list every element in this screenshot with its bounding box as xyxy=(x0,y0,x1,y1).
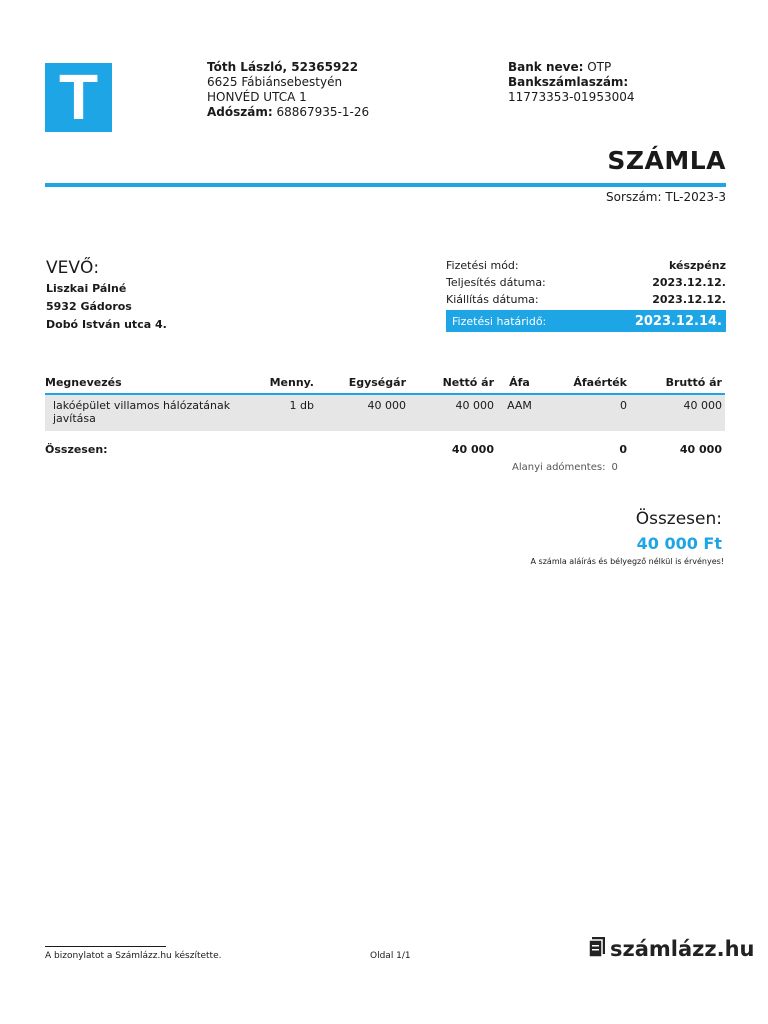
seller-name: Tóth László, 52365922 xyxy=(207,60,359,74)
document-title: SZÁMLA xyxy=(607,146,726,175)
title-divider xyxy=(45,183,726,187)
footer-divider xyxy=(45,946,166,947)
item-net: 40 000 xyxy=(409,394,497,431)
validity-note: A számla aláírás és bélyegző nélkül is érvényes! xyxy=(530,557,724,566)
header-gross: Bruttó ár xyxy=(630,375,725,394)
bank-name xyxy=(508,60,635,75)
bank-account-label: Bankszámlaszám: xyxy=(508,75,629,89)
bank-block xyxy=(508,60,635,105)
sum-label: Összesen: xyxy=(45,431,250,461)
sum-row xyxy=(45,431,725,461)
bank-account-value: 11773353-01953004 xyxy=(508,90,635,104)
buyer-name: Liszkai Pálné xyxy=(46,282,127,295)
footer-brand-name: számlázz.hu xyxy=(610,937,755,961)
item-gross: 40 000 xyxy=(630,394,725,431)
footer-brand xyxy=(588,936,754,962)
seller-block xyxy=(207,60,369,120)
header-vat: Áfa xyxy=(497,375,545,394)
document-stack-icon xyxy=(588,936,606,962)
issue-date-label: Kiállítás dátuma: xyxy=(446,293,539,306)
footer-made-by: A bizonylatot a Számlázz.hu készítette. xyxy=(45,951,222,961)
due-date-value: 2023.12.14. xyxy=(634,313,722,329)
sum-empty-qty xyxy=(250,431,317,461)
buyer-heading: VEVŐ: xyxy=(46,258,100,278)
fulfilment-date-value: 2023.12.12. xyxy=(652,276,726,289)
fulfilment-date-row xyxy=(446,274,726,291)
item-description: lakóépület villamos hálózatának javítása xyxy=(45,394,250,431)
table-row xyxy=(45,394,725,431)
items-table xyxy=(45,375,725,461)
sum-vat-value: 0 xyxy=(545,431,630,461)
seller-tax-label: Adószám: xyxy=(207,105,273,119)
sum-empty-unit xyxy=(317,431,409,461)
due-date-label: Fizetési határidő: xyxy=(452,314,547,328)
vat-exempt-note xyxy=(512,462,618,473)
serial-label: Sorszám: xyxy=(606,190,662,204)
sum-net: 40 000 xyxy=(409,431,497,461)
serial-number xyxy=(606,190,726,204)
grand-total-value: 40 000 Ft xyxy=(636,534,722,553)
payment-method-label: Fizetési mód: xyxy=(446,259,519,272)
due-date-bar xyxy=(446,310,726,332)
buyer-city: 5932 Gádoros xyxy=(46,300,132,313)
serial-value: TL-2023-3 xyxy=(665,190,726,204)
header-net: Nettó ár xyxy=(409,375,497,394)
payment-details xyxy=(446,257,726,308)
footer-page-number: Oldal 1/1 xyxy=(370,951,411,961)
header-unit-price: Egységár xyxy=(317,375,409,394)
sum-empty-vat xyxy=(497,431,545,461)
payment-method-row xyxy=(446,257,726,274)
item-quantity: 1 db xyxy=(250,394,317,431)
header-vat-value: Áfaérték xyxy=(545,375,630,394)
company-logo: T xyxy=(45,63,112,132)
fulfilment-date-label: Teljesítés dátuma: xyxy=(446,276,546,289)
bank-name-value: OTP xyxy=(587,60,612,74)
buyer-block xyxy=(46,280,167,334)
seller-tax xyxy=(207,105,369,120)
bank-name-label: Bank neve: xyxy=(508,60,584,74)
item-unit-price: 40 000 xyxy=(317,394,409,431)
header-quantity: Menny. xyxy=(250,375,317,394)
seller-city: 6625 Fábiánsebestyén xyxy=(207,75,343,89)
item-vat: AAM xyxy=(497,394,545,431)
sum-gross: 40 000 xyxy=(630,431,725,461)
issue-date-value: 2023.12.12. xyxy=(652,293,726,306)
header-description: Megnevezés xyxy=(45,375,250,394)
buyer-street: Dobó István utca 4. xyxy=(46,318,167,331)
seller-street: HONVÉD UTCA 1 xyxy=(207,90,307,104)
seller-tax-value: 68867935-1-26 xyxy=(276,105,370,119)
table-header-row xyxy=(45,375,725,394)
vat-exempt-value: 0 xyxy=(611,462,618,473)
payment-method-value: készpénz xyxy=(669,259,726,272)
issue-date-row xyxy=(446,291,726,308)
item-vat-value: 0 xyxy=(545,394,630,431)
vat-exempt-label: Alanyi adómentes: xyxy=(512,462,606,473)
grand-total-label: Összesen: xyxy=(635,509,722,529)
